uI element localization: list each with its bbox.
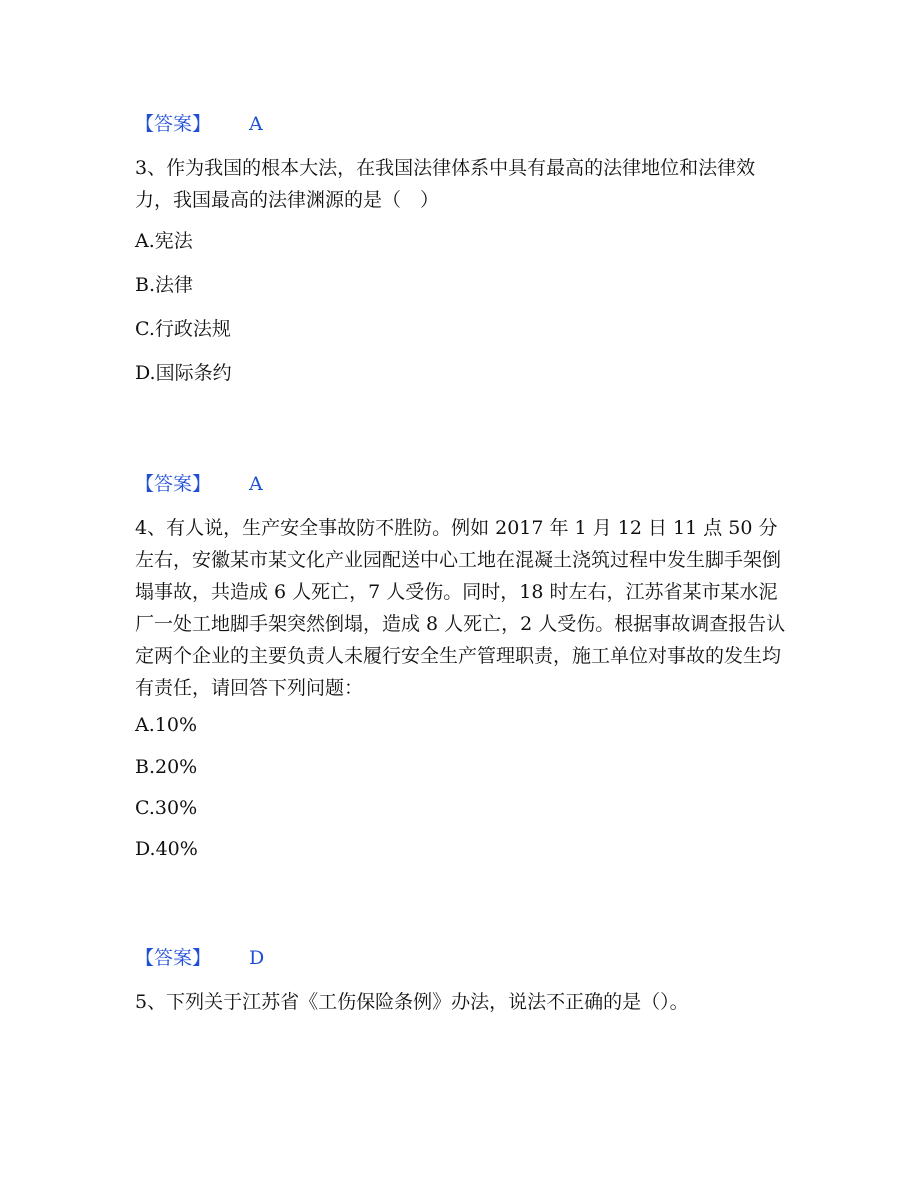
question-4-option-a: A.10%: [135, 714, 197, 736]
answer-label: 【答案】: [135, 113, 212, 135]
answer-label: 【答案】: [135, 473, 212, 495]
answer-block: [135, 472, 263, 496]
question-4-option-c: C.30%: [135, 797, 198, 819]
question-3-text: 3、作为我国的根本大法，在我国法律体系中具有最高的法律地位和法律效力，我国最高的法律渊源的是（ ）: [135, 157, 756, 211]
question-3-option-b: B.法律: [135, 274, 194, 296]
answer-value: D: [249, 947, 265, 969]
question-4-option-b: B.20%: [135, 756, 198, 778]
answer-value: A: [249, 473, 263, 495]
question-3-option-d: D.国际条约: [135, 362, 232, 384]
answer-label: 【答案】: [135, 947, 212, 969]
answer-block: [135, 946, 265, 970]
question-5-text: 5、下列关于江苏省《工伤保险条例》办法，说法不正确的是（）。: [135, 991, 689, 1013]
question-3-option-c: C.行政法规: [135, 318, 231, 340]
question-4-text: 4、有人说，生产安全事故防不胜防。例如 2017 年 1 月 12 日 11 点 50 分左右，安徽某市某文化产业园配送中心工地在混凝土浇筑过程中发生脚手架倒塌事故，共造成 6 人死亡，7 人受伤。同时，18 时左右，江苏省某市某水泥厂一处工地脚手架突然倒塌，造成 8 人死亡，2 人受伤。根据事故调查报告认定两个企业的主要负责人未履行安全生产管理职责，施工单位对事故的发生均有责任，请回答下列问题：: [135, 517, 786, 699]
question-4-option-d: D.40%: [135, 838, 198, 860]
answer-block: [135, 112, 263, 136]
question-3-option-a: A.宪法: [135, 230, 193, 252]
answer-value: A: [249, 113, 263, 135]
